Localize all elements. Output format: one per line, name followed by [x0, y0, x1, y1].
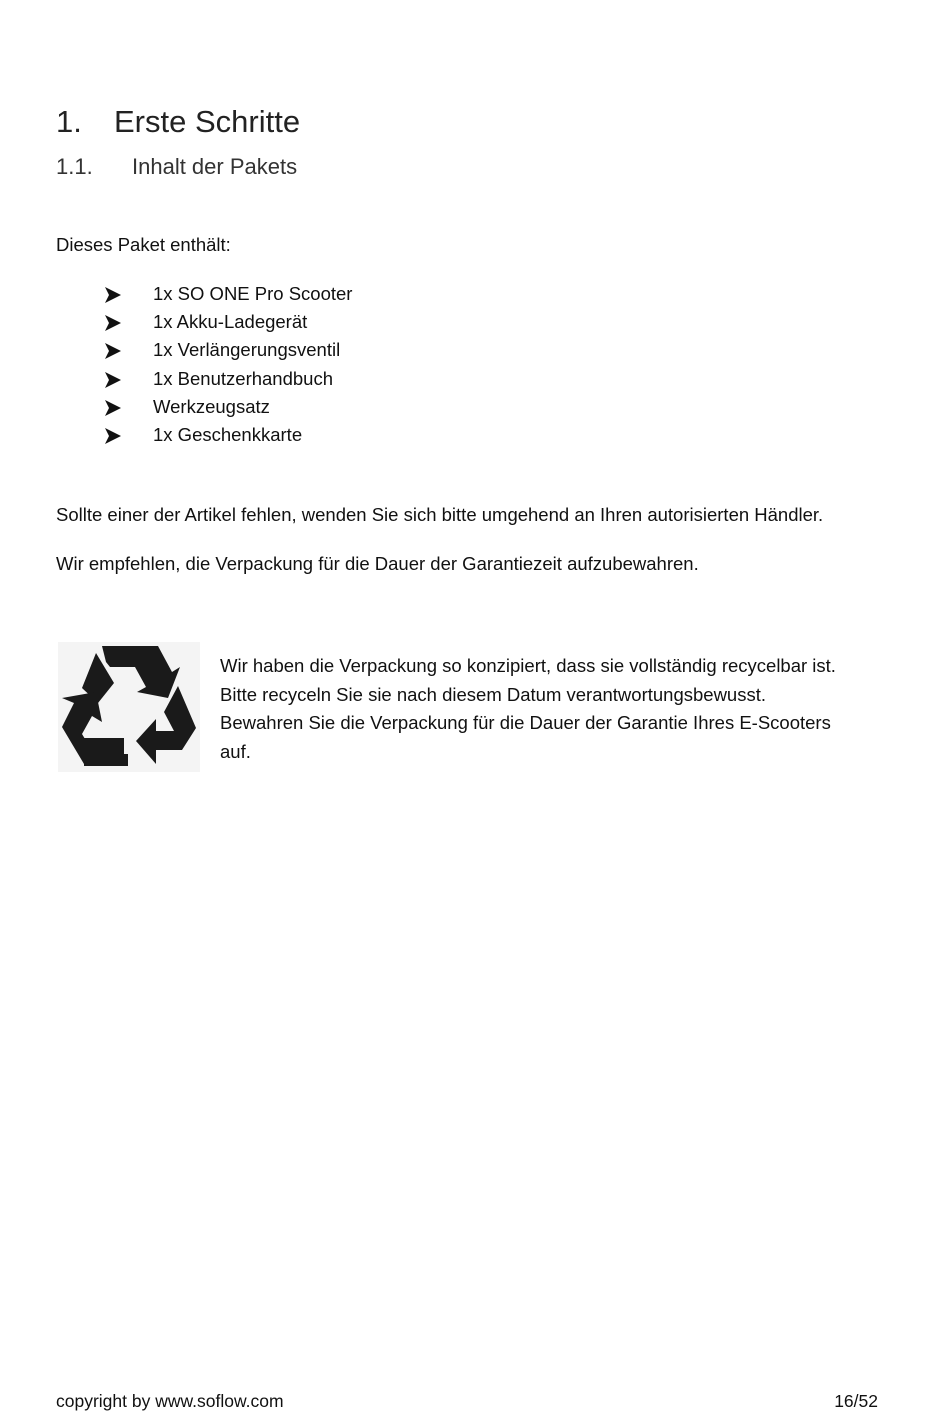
subsection-title: Inhalt der Pakets — [132, 154, 298, 179]
subsection-heading — [56, 154, 297, 180]
recycle-note-line: Bewahren Sie die Verpackung für die Dauer der Garantie Ihres E-Scooters — [220, 712, 831, 733]
section-title: Erste Schritte — [114, 104, 301, 139]
arrowhead-bullet-icon — [104, 427, 122, 445]
arrowhead-bullet-icon — [104, 342, 122, 360]
recycle-note-line: Bitte recyceln Sie sie nach diesem Datum verantwortungsbewusst. — [220, 683, 767, 705]
subsection-number: 1.1. — [56, 154, 93, 179]
recycle-note-line: auf. — [220, 740, 251, 762]
keep-packaging-paragraph: Wir empfehlen, die Verpackung für die Dauer der Garantiezeit aufzubewahren. — [56, 553, 699, 574]
arrowhead-bullet-icon — [104, 286, 122, 304]
arrowhead-bullet-icon — [104, 399, 122, 417]
recycle-note — [220, 652, 836, 766]
section-number: 1. — [56, 104, 82, 139]
list-item-label: 1x Verlängerungsventil — [153, 339, 341, 361]
list-item-label: 1x Geschenkkarte — [153, 423, 303, 445]
list-item-label: Werkzeugsatz — [153, 395, 270, 417]
list-item-label: 1x Benutzerhandbuch — [153, 367, 333, 389]
list-item-label: 1x Akku-Ladegerät — [153, 311, 308, 333]
missing-items-paragraph: Sollte einer der Artikel fehlen, wenden Sie sich bitte umgehend an Ihren autorisierten Händler. — [56, 504, 824, 525]
recycle-note-line: Wir haben die Verpackung so konzipiert, dass sie vollständig recycelbar ist. — [220, 655, 836, 676]
section-heading — [56, 104, 300, 140]
footer-copyright: copyright by www.soflow.com — [56, 1391, 284, 1411]
list-item-label: 1x SO ONE Pro Scooter — [153, 283, 353, 304]
recycle-icon — [58, 642, 200, 772]
footer-page-number: 16/52 — [834, 1391, 878, 1411]
arrowhead-bullet-icon — [104, 371, 122, 389]
arrowhead-bullet-icon — [104, 314, 122, 332]
intro-text: Dieses Paket enthält: — [56, 234, 231, 255]
